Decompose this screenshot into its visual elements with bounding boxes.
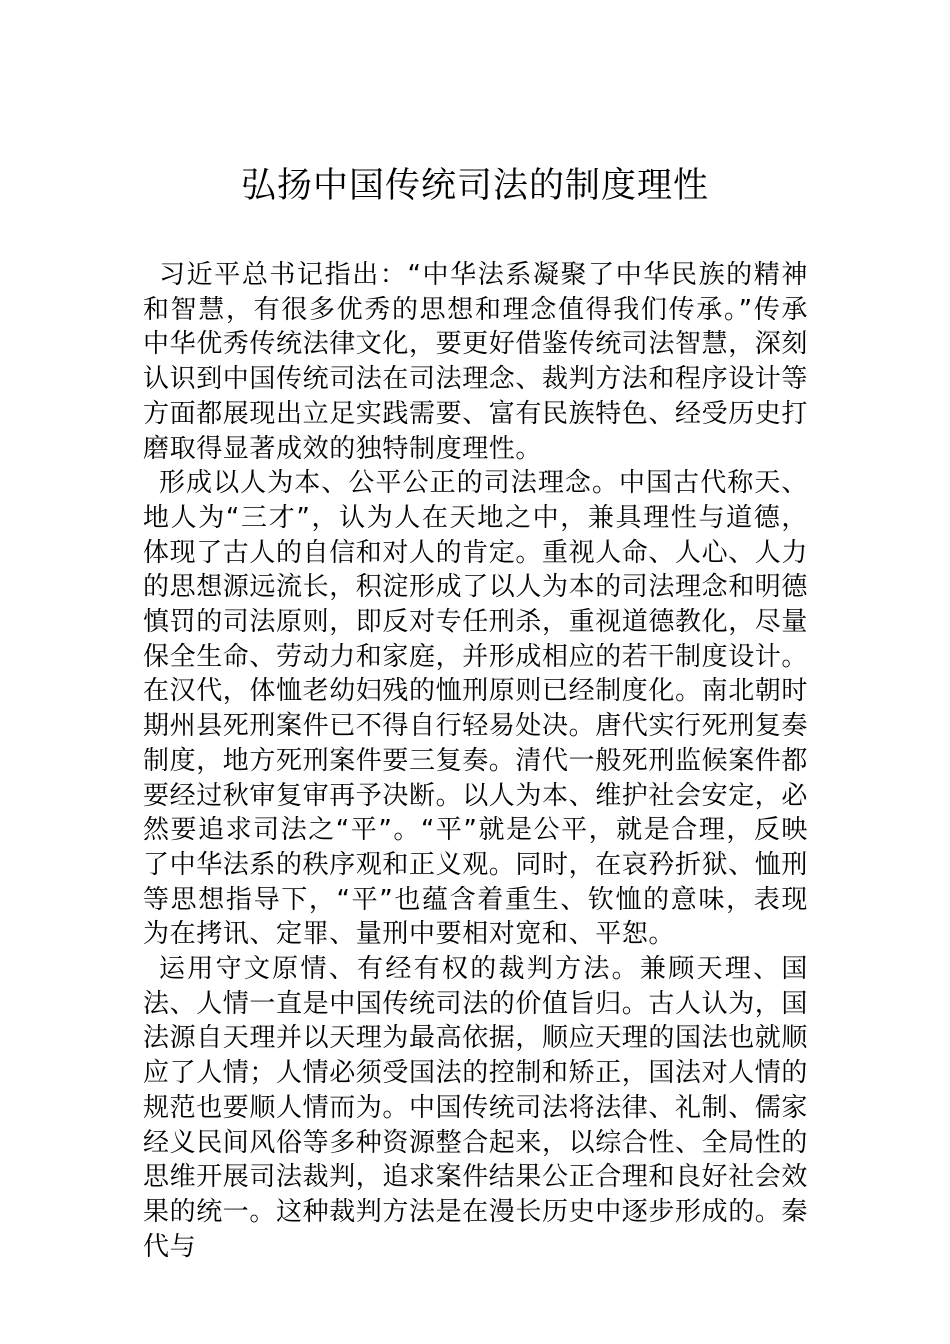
paragraph-adjudication-method: 运用守文原情、有经有权的裁判方法。兼顾天理、国法、人情一直是中国传统司法的价值旨归。古人认为，国法源自天理并以天理为最高依据，顺应天理的国法也就顺应了人情；人情必须受国法的控制和矫正，国法对人情的规范也要顺人情而为。中国传统司法将法律、礼制、儒家经义民间风俗等多种资源整合起来，以综合性、全局性的思维开展司法裁判，追求案件结果公正合理和良好社会效果的统一。这种裁判方法是在漫长历史中逐步形成的。秦代与 (143, 954, 809, 1262)
document-title: 弘扬中国传统司法的制度理性 (240, 166, 709, 206)
paragraph-judicial-philosophy: 形成以人为本、公平公正的司法理念。中国古代称天、地人为“三才”，认为人在天地之中，兼具理性与道德，体现了古人的自信和对人的肯定。重视人命、人心、人力的思想源远流长，积淀形成了以人为本的司法理念和明德慎罚的司法原则，即反对专任刑杀，重视道德教化，尽量保全生命、劳动力和家庭，并形成相应的若干制度设计。在汉代，体恤老幼妇残的恤刑原则已经制度化。南北朝时期州县死刑案件已不得自行轻易处决。唐代实行死刑复奏制度，地方死刑案件要三复奏。清代一般死刑监候案件都要经过秋审复审再予决断。以人为本、维护社会安定，必然要追求司法之“平”。“平”就是公平，就是合理，反映了中华法系的秩序观和正义观。同时，在哀矜折狱、恤刑等思想指导下，“平”也蕴含着重生、钦恤的意味，表现为在拷讯、定罪、量刑中要相对宽和、平恕。 (143, 468, 809, 950)
document-body (143, 258, 808, 1264)
paragraph-intro: 习近平总书记指出：“中华法系凝聚了中华民族的精神和智慧，有很多优秀的思想和理念值得我们传承。”传承中华优秀传统法律文化，要更好借鉴传统司法智慧，深刻认识到中国传统司法在司法理念、裁判方法和程序设计等方面都展现出立足实践需要、富有民族特色、经受历史打磨取得显著成效的独特制度理性。 (143, 260, 809, 464)
